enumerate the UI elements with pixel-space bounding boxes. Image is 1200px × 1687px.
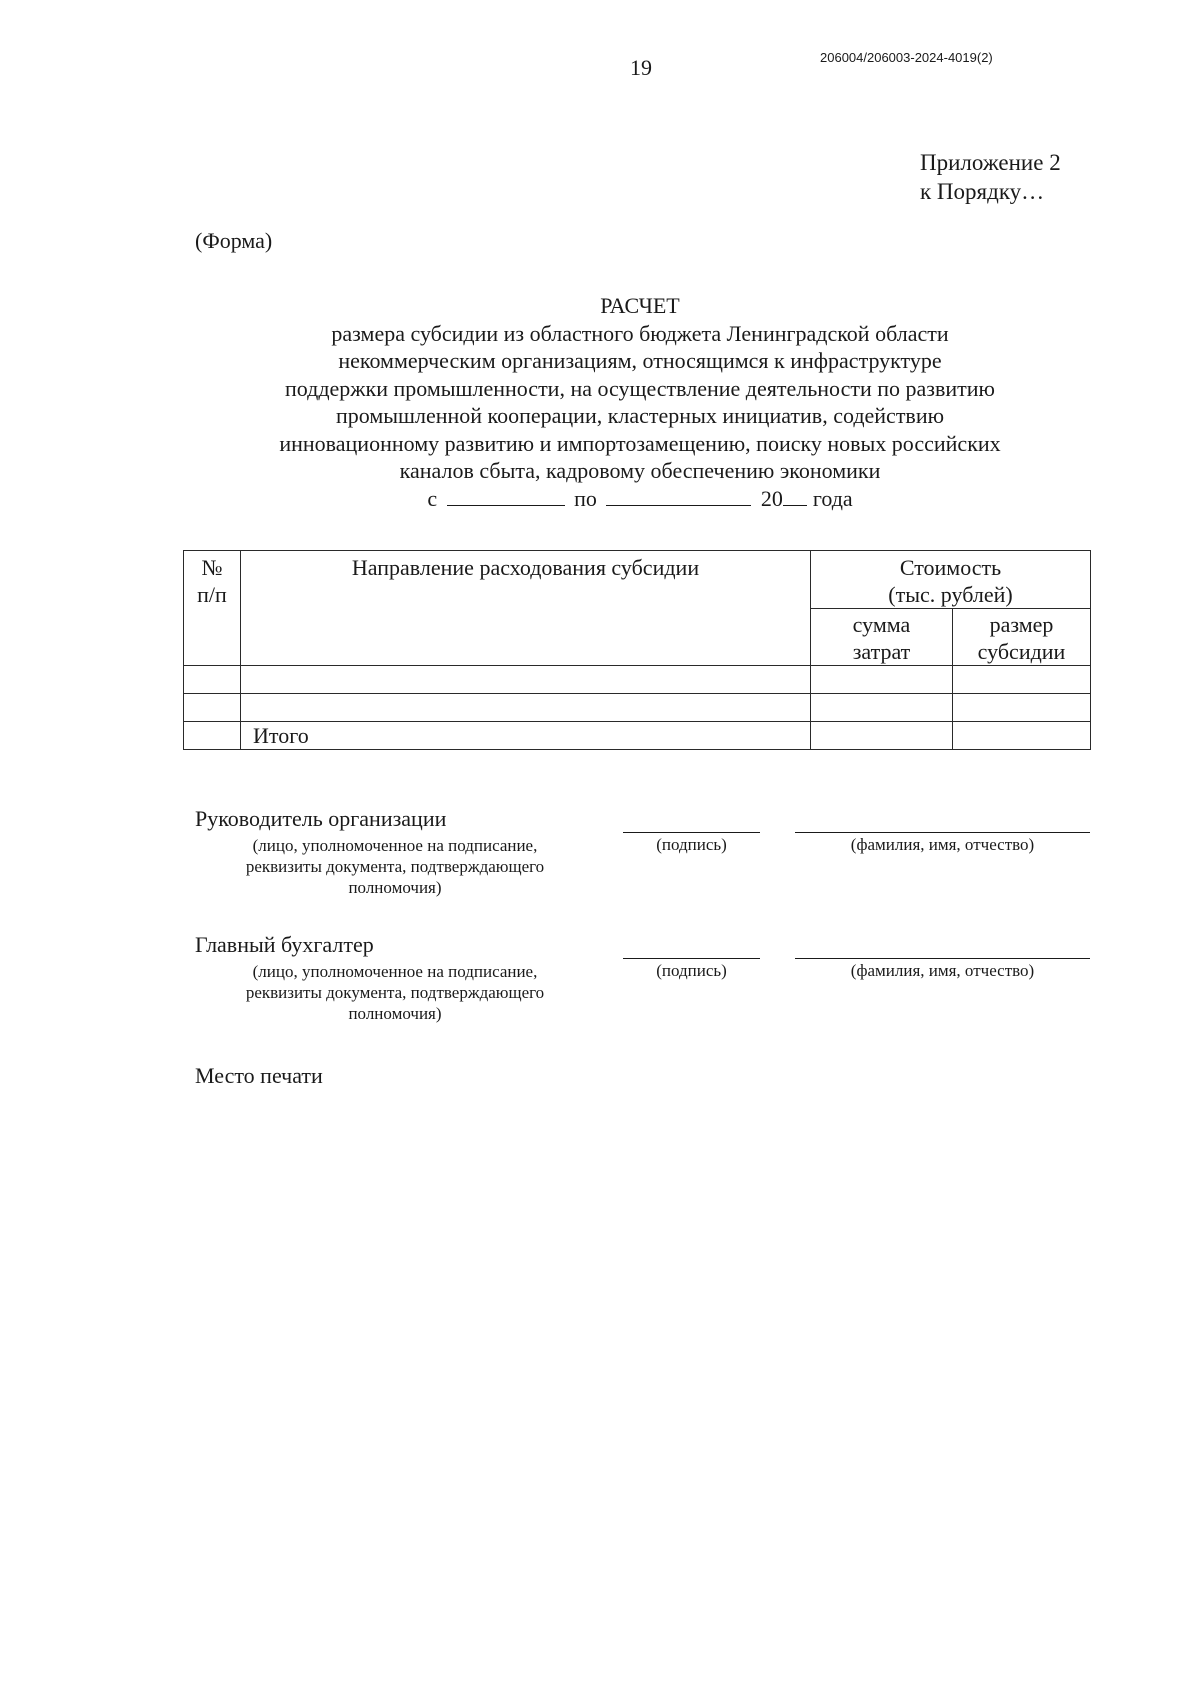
signature-line[interactable] (623, 832, 760, 833)
header-subsidy-amount: размер субсидии (953, 609, 1091, 666)
table-cell[interactable] (241, 694, 811, 722)
total-label: Итого (241, 722, 811, 750)
full-name-caption: (фамилия, имя, отчество) (850, 961, 1035, 980)
signatory-title-accountant: Главный бухгалтер (195, 932, 374, 957)
table-cell[interactable] (184, 666, 241, 694)
title-line: инновационному развитию и импортозамещению, поиску новых российских (279, 430, 1001, 456)
total-cost-cell[interactable] (811, 722, 953, 750)
form-label: (Форма) (195, 228, 273, 253)
appendix-line-1: Приложение 2 (920, 150, 1061, 175)
title-line: некоммерческим организациям, относящимся к инфраструктуре (338, 348, 942, 373)
title-block (180, 292, 1100, 512)
full-name-caption: (фамилия, имя, отчество) (850, 835, 1035, 854)
calculation-table (183, 550, 1091, 750)
period-line (180, 485, 1100, 513)
full-name-line[interactable] (795, 832, 1090, 833)
page-number: 19 (630, 55, 652, 80)
appendix-reference (920, 148, 1061, 206)
document-code: 206004/206003-2024-4019(2) (820, 50, 993, 65)
table-total-row (184, 722, 1091, 750)
header-direction: Направление расходования субсидии (241, 551, 811, 666)
table-cell[interactable] (811, 666, 953, 694)
header-cost: Стоимость (тыс. рублей) (811, 551, 1091, 609)
header-number: № п/п (184, 551, 241, 666)
table-cell[interactable] (953, 666, 1091, 694)
table-cell[interactable] (184, 722, 241, 750)
period-year-blank[interactable] (783, 487, 807, 506)
period-to-blank[interactable] (606, 487, 751, 506)
title-heading: РАСЧЕТ (600, 293, 680, 318)
signatory-note: (лицо, уполномоченное на подписание, реквизиты документа, подтверждающего полномочия) (245, 836, 545, 897)
signatory-note: (лицо, уполномоченное на подписание, реквизиты документа, подтверждающего полномочия) (245, 962, 545, 1023)
period-from-blank[interactable] (447, 487, 565, 506)
signature-caption: (подпись) (656, 961, 727, 980)
title-line: промышленной кооперации, кластерных инициатив, содействию (335, 403, 945, 428)
header-cost-amount: сумма затрат (811, 609, 953, 666)
title-line: поддержки промышленности, на осуществление деятельности по развитию (285, 375, 995, 401)
table-header-row (184, 551, 1091, 609)
period-year-prefix: 20 (760, 485, 783, 511)
full-name-line[interactable] (795, 958, 1090, 959)
table-row (184, 694, 1091, 722)
table-row (184, 666, 1091, 694)
table-cell[interactable] (953, 694, 1091, 722)
stamp-place: Место печати (195, 1063, 323, 1088)
appendix-line-2: к Порядку… (920, 179, 1045, 204)
title-line: размера субсидии из областного бюджета Ленинградской области (331, 320, 949, 346)
table-cell[interactable] (811, 694, 953, 722)
signature-caption: (подпись) (656, 835, 727, 854)
period-from-label: с (427, 485, 438, 511)
signatory-title-head: Руководитель организации (195, 806, 447, 831)
title-line: каналов сбыта, кадровому обеспечению экономики (399, 458, 881, 483)
signature-line[interactable] (623, 958, 760, 959)
table-cell[interactable] (184, 694, 241, 722)
period-year-label: года (812, 485, 853, 511)
period-to-label: по (574, 485, 597, 511)
table-cell[interactable] (241, 666, 811, 694)
total-subsidy-cell[interactable] (953, 722, 1091, 750)
